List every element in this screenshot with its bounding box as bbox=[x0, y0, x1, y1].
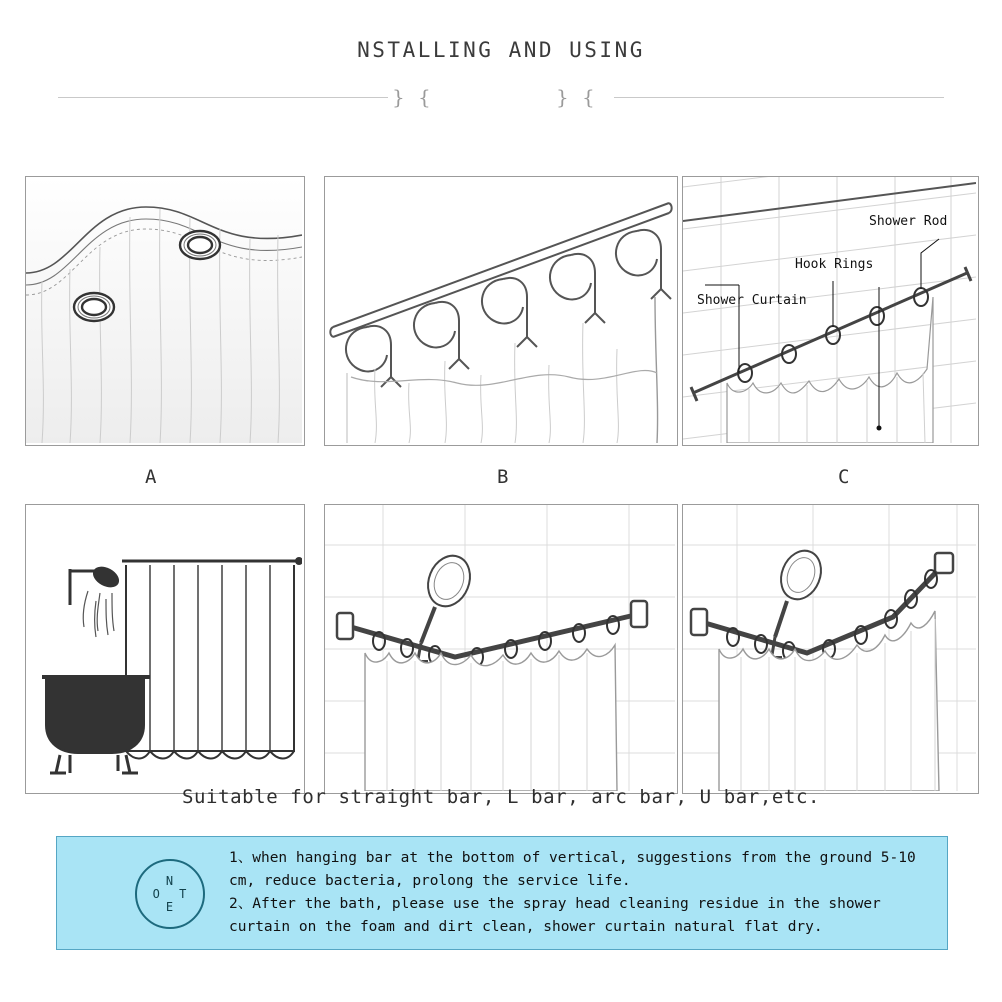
panel-d bbox=[25, 504, 305, 794]
panel-e bbox=[324, 504, 678, 794]
note-item-2-number: 2、 bbox=[229, 896, 253, 912]
panel-a bbox=[25, 176, 305, 446]
panel-c bbox=[682, 176, 979, 446]
note-text bbox=[229, 847, 929, 939]
panel-b bbox=[324, 176, 678, 446]
callout-shower-curtain: Shower Curtain bbox=[697, 293, 807, 308]
note-item-2-text: After the bath, please use the spray head cleaning residue in the shower curtain on the foam and dirt clean, shower curtain natural flat dry. bbox=[229, 896, 881, 935]
note-badge-icon bbox=[135, 859, 205, 929]
note-item-1 bbox=[229, 847, 929, 893]
note-item-1-number: 1、 bbox=[229, 850, 253, 866]
note-item-1-text: when hanging bar at the bottom of vertical, suggestions from the ground 5-10 cm, reduce bacteria, prolong the service life. bbox=[229, 850, 916, 889]
divider-line-right bbox=[614, 97, 944, 98]
callout-hook-rings: Hook Rings bbox=[795, 257, 874, 272]
ornament-icon: { bbox=[418, 85, 431, 109]
page-header bbox=[0, 38, 1002, 62]
panel-f bbox=[682, 504, 979, 794]
note-badge-row-3: E bbox=[165, 899, 180, 914]
note-box bbox=[56, 836, 948, 950]
header-divider bbox=[0, 86, 1002, 110]
panel-a-label: A bbox=[145, 466, 157, 488]
ornament-icon: { bbox=[582, 85, 595, 109]
divider-line-left bbox=[58, 97, 388, 98]
note-item-2 bbox=[229, 893, 929, 939]
callout-shower-rod: Shower Rod bbox=[869, 214, 948, 229]
note-badge-row-2: O T bbox=[152, 886, 193, 901]
page-title: NSTALLING AND USING bbox=[357, 38, 645, 62]
note-badge-row-1: N bbox=[165, 873, 180, 888]
suitability-caption: Suitable for straight bar, L bar, arc bar, U bar,etc. bbox=[181, 786, 821, 808]
ornament-icon: } bbox=[556, 85, 569, 109]
panel-b-label: B bbox=[497, 466, 509, 488]
ornament-icon: } bbox=[392, 85, 405, 109]
panel-c-label: C bbox=[838, 466, 850, 488]
